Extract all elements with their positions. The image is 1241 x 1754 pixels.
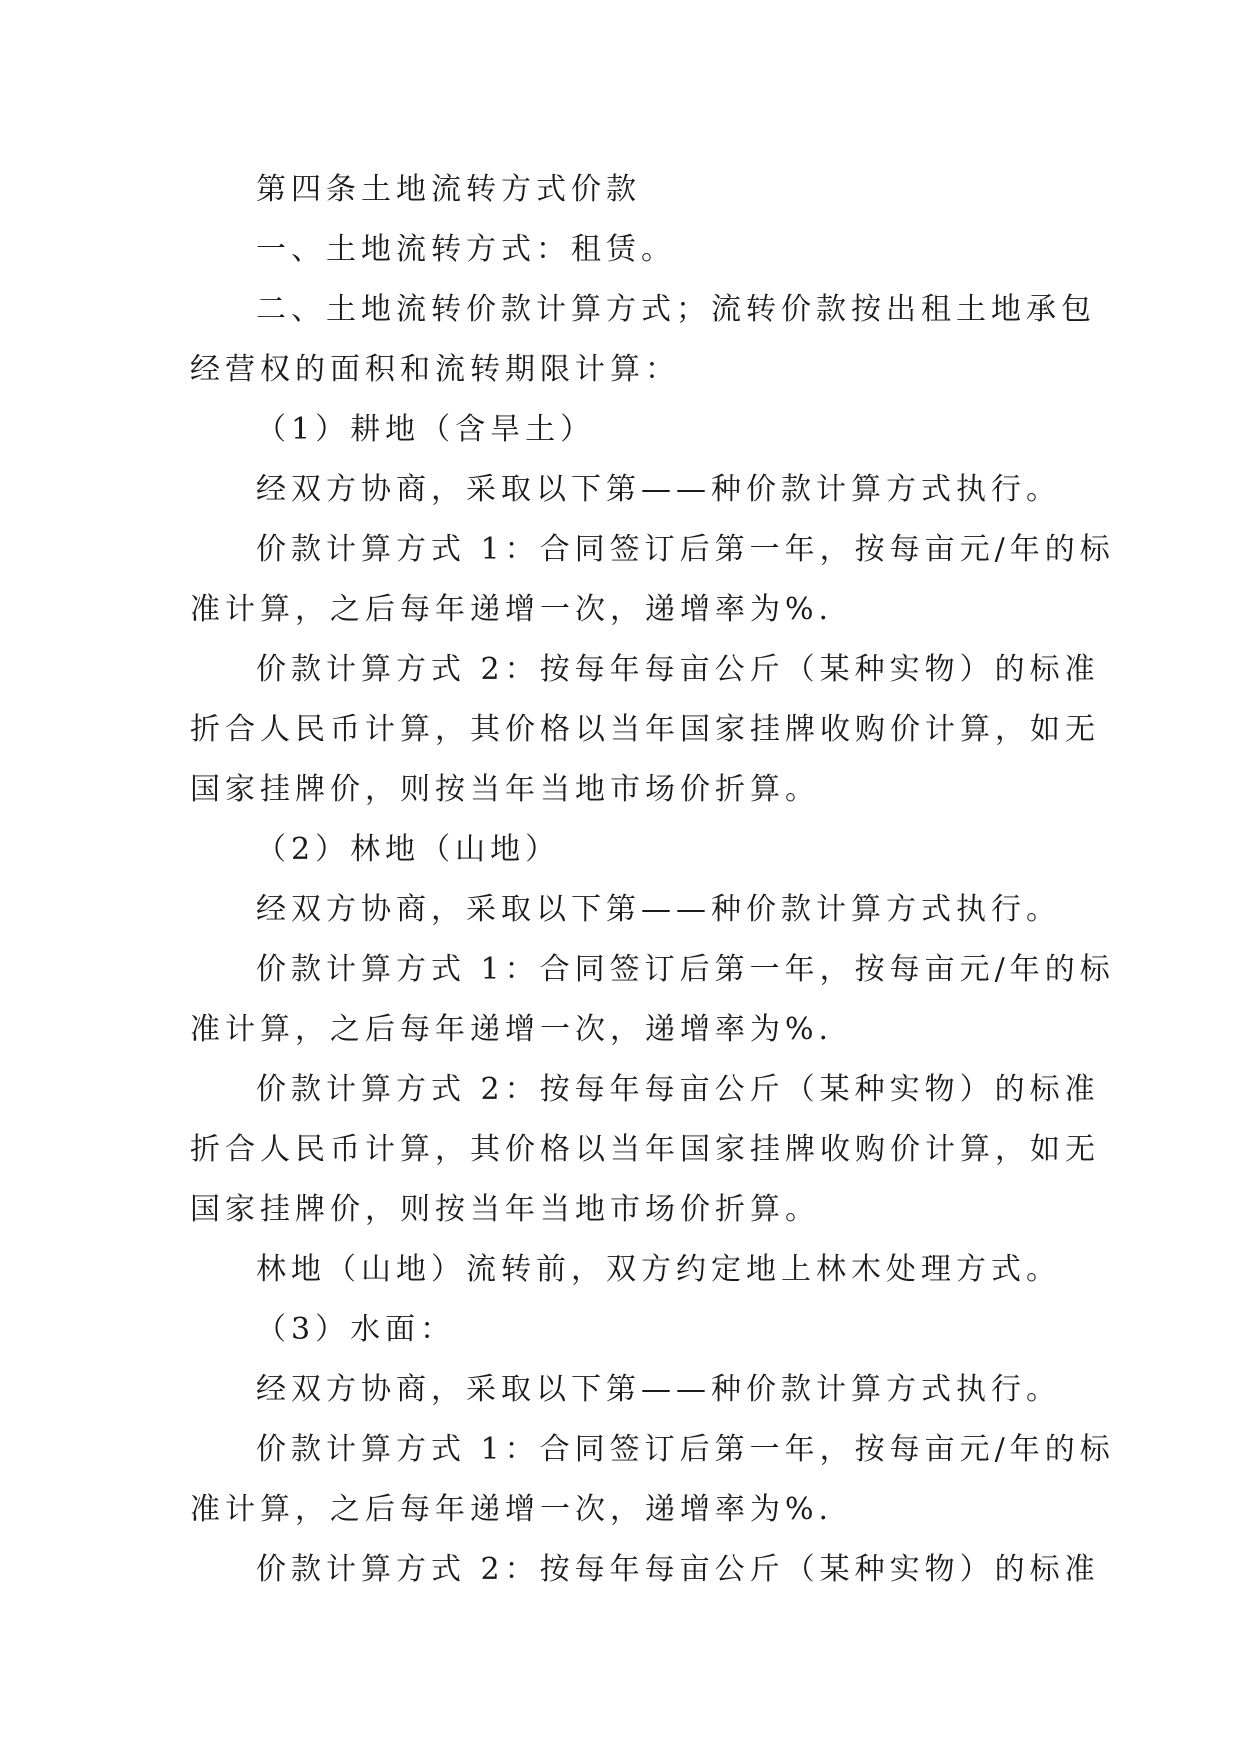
paragraph-line: 国家挂牌价，则按当年当地市场价折算。: [190, 772, 820, 807]
subsection-heading: （2）林地（山地）: [256, 832, 561, 867]
paragraph-line: 经双方协商，采取以下第——种价款计算方式执行。: [256, 472, 1061, 507]
article-heading: 第四条土地流转方式价款: [256, 172, 641, 207]
paragraph-line: 价款计算方式 1：合同签订后第一年，按每亩元/年的标: [256, 1432, 1115, 1467]
paragraph-line: 准计算，之后每年递增一次，递增率为%.: [190, 1492, 834, 1527]
paragraph-line: 价款计算方式 1：合同签订后第一年，按每亩元/年的标: [256, 952, 1115, 987]
paragraph-line: 价款计算方式 2：按每年每亩公斤（某种实物）的标准: [256, 1072, 1100, 1107]
paragraph-line: 准计算，之后每年递增一次，递增率为%.: [190, 1012, 834, 1047]
paragraph-line: 经营权的面积和流转期限计算：: [190, 352, 680, 387]
paragraph-line: 经双方协商，采取以下第——种价款计算方式执行。: [256, 892, 1061, 927]
paragraph-line: 价款计算方式 2：按每年每亩公斤（某种实物）的标准: [256, 652, 1100, 687]
paragraph-line: 二、土地流转价款计算方式；流转价款按出租土地承包: [256, 292, 1096, 327]
paragraph-line: 国家挂牌价，则按当年当地市场价折算。: [190, 1192, 820, 1227]
document-body: [190, 160, 1115, 1600]
paragraph-line: 折合人民币计算，其价格以当年国家挂牌收购价计算，如无: [190, 712, 1100, 747]
paragraph-line: 价款计算方式 1：合同签订后第一年，按每亩元/年的标: [256, 532, 1115, 567]
paragraph-line: 一、土地流转方式：租赁。: [256, 232, 676, 267]
paragraph-line: 价款计算方式 2：按每年每亩公斤（某种实物）的标准: [256, 1552, 1100, 1587]
paragraph-line: 林地（山地）流转前，双方约定地上林木处理方式。: [256, 1252, 1061, 1287]
paragraph-line: 经双方协商，采取以下第——种价款计算方式执行。: [256, 1372, 1061, 1407]
paragraph-line: 准计算，之后每年递增一次，递增率为%.: [190, 592, 834, 627]
subsection-heading: （1）耕地（含旱土）: [256, 412, 596, 447]
paragraph-line: 折合人民币计算，其价格以当年国家挂牌收购价计算，如无: [190, 1132, 1100, 1167]
subsection-heading: （3）水面：: [256, 1312, 456, 1347]
